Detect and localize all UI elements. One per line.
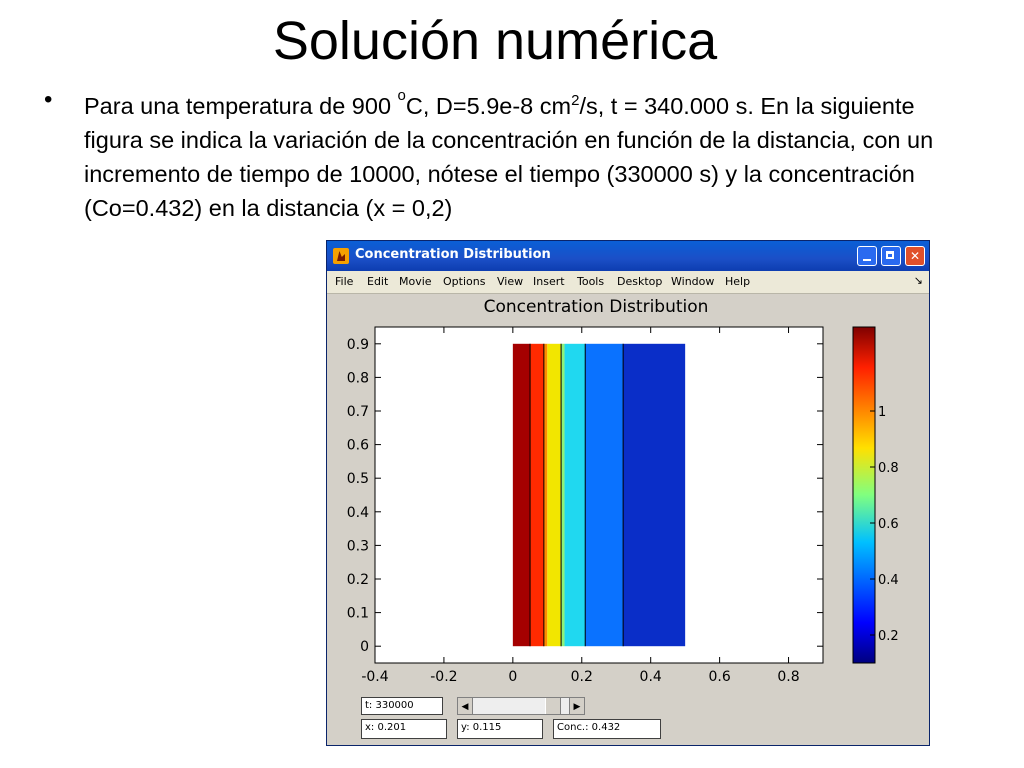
y-tick-label: 0.6 (346, 437, 369, 454)
close-button[interactable]: ✕ (905, 246, 925, 266)
figure-title: Concentration Distribution (483, 297, 709, 317)
y-tick-label: 0.7 (346, 404, 369, 420)
menu-file[interactable]: File (335, 275, 354, 288)
menu-tools[interactable]: Tools (577, 275, 605, 288)
heatmap-band (585, 344, 623, 646)
x-tick-label: -0.4 (361, 669, 389, 685)
slider-thumb[interactable] (545, 698, 561, 714)
menu-view[interactable]: View (497, 275, 524, 288)
colorbar-tick-label: 1 (878, 405, 887, 420)
figure-window (326, 240, 930, 746)
colorbar-tick-label: 0.8 (878, 461, 899, 476)
degree-symbol: o (397, 86, 406, 104)
y-tick-label: 0.1 (346, 605, 369, 622)
heatmap-band (530, 344, 544, 646)
menu-help[interactable]: Help (725, 275, 751, 288)
menu-desktop[interactable]: Desktop (617, 275, 663, 288)
colorbar-tick-label: 0.6 (878, 517, 899, 532)
y-tick-label: 0.9 (346, 336, 369, 353)
colorbar (853, 327, 875, 663)
conc-readout[interactable]: Conc.: 0.432 (553, 719, 661, 739)
y-readout[interactable]: y: 0.115 (457, 719, 543, 739)
time-slider[interactable] (457, 697, 585, 715)
colorbar-tick-label: 0.2 (878, 629, 899, 644)
x-tick-label: -0.2 (430, 669, 458, 685)
bullet-text-part: /s, t = 340.000 s. En la siguiente figura se indica la variación de la concentración en función de la distancia, con un incremento de tiempo de 10000, nótese el tiempo (330000 s) y la concentración (Co=0.432) en la distancia (x = 0,2) (84, 92, 934, 221)
y-tick-label: 0.8 (346, 370, 369, 387)
window-title: Concentration Distribution (355, 247, 551, 262)
x-tick-label: 0.8 (777, 669, 800, 685)
squared-superscript: 2 (571, 92, 580, 109)
heatmap-band (544, 344, 547, 646)
slide-title: Solución numérica (272, 11, 718, 71)
bullet-text (84, 84, 964, 225)
menu-options[interactable]: Options (443, 275, 486, 288)
y-tick-label: 0 (360, 639, 369, 656)
x-readout[interactable]: x: 0.201 (361, 719, 447, 739)
x-tick-label: 0.6 (708, 669, 731, 685)
time-field[interactable]: t: 330000 (361, 697, 443, 715)
colorbar-tick-label: 0.4 (878, 573, 899, 588)
chart-canvas (327, 241, 929, 691)
menu-edit[interactable]: Edit (367, 275, 389, 288)
x-tick-label: 0 (508, 669, 518, 685)
bullet-marker: • (44, 86, 53, 113)
heatmap-band (513, 344, 530, 646)
y-tick-label: 0.5 (346, 471, 369, 488)
heatmap-band (565, 344, 586, 646)
y-tick-label: 0.4 (346, 504, 369, 521)
heatmap-band (561, 344, 564, 646)
x-tick-label: 0.2 (570, 669, 593, 685)
x-tick-label: 0.4 (639, 669, 662, 685)
menu-movie[interactable]: Movie (399, 275, 432, 288)
menu-insert[interactable]: Insert (533, 275, 565, 288)
y-tick-label: 0.3 (346, 538, 369, 555)
dock-arrow-icon[interactable]: ↘ (913, 275, 923, 287)
slider-right-arrow-icon[interactable]: ▶ (569, 698, 584, 714)
y-tick-label: 0.2 (346, 572, 369, 588)
heatmap-band (547, 344, 561, 646)
heatmap-band (623, 344, 685, 646)
slider-left-arrow-icon[interactable]: ◀ (458, 698, 473, 714)
menu-window[interactable]: Window (671, 275, 715, 288)
bullet-text-part: C, D=5.9e-8 cm (405, 92, 572, 119)
bullet-text-part: Para una temperatura de 900 (84, 92, 398, 119)
